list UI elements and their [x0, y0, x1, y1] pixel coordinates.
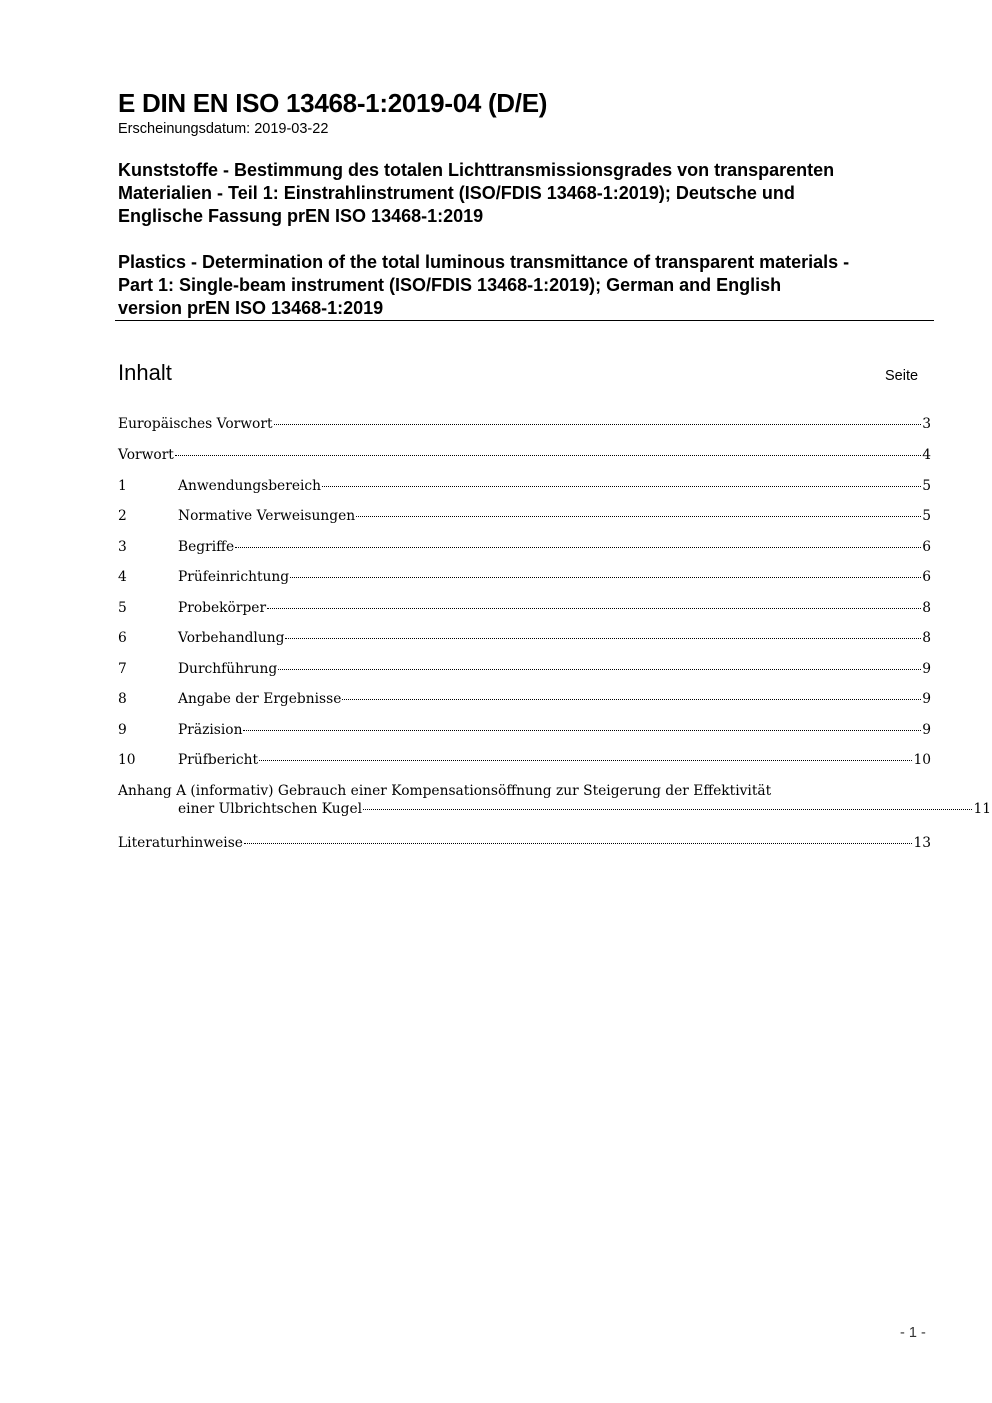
toc-entry[interactable] — [118, 569, 931, 591]
toc-entry-number: 3 — [118, 539, 127, 555]
toc-entry[interactable] — [118, 416, 931, 438]
toc-entry-title: Angabe der Ergebnisse — [178, 691, 342, 707]
toc-entry[interactable] — [118, 661, 931, 683]
toc-entry-page: 13 — [913, 835, 931, 851]
toc-entry-page: 4 — [922, 447, 931, 463]
toc-leader-dots — [244, 843, 912, 844]
toc-annex-title-line2: einer Ulbrichtschen Kugel — [178, 801, 363, 817]
toc-entry-title: Normative Verweisungen — [178, 508, 356, 524]
toc-entry-title: Vorbehandlung — [178, 630, 285, 646]
toc-leader-dots — [342, 699, 921, 700]
toc-entry-title: Europäisches Vorwort — [118, 416, 273, 432]
toc-entry-title: Begriffe — [178, 539, 235, 555]
toc-entry-page: 5 — [922, 478, 931, 494]
toc-leader-dots — [267, 608, 921, 609]
toc-entry-title: Vorwort — [118, 447, 174, 463]
toc-entry-number: 1 — [118, 478, 127, 494]
toc-entry-annex[interactable] — [118, 783, 991, 827]
toc-entry-number: 6 — [118, 630, 127, 646]
toc-entry[interactable] — [118, 691, 931, 713]
toc-leader-dots — [175, 455, 921, 456]
toc-entry[interactable] — [118, 600, 931, 622]
toc-entry-page: 10 — [913, 752, 931, 768]
toc-page-label: Seite — [885, 368, 919, 384]
title-german-line: Materialien - Teil 1: Einstrahlinstrument (ISO/FDIS 13468-1:2019); Deutsche und — [118, 183, 795, 203]
toc-entry[interactable] — [118, 508, 931, 530]
toc-entry-page: 3 — [922, 416, 931, 432]
footer-page-number: - 1 - — [900, 1325, 926, 1341]
toc-entry-title: Durchführung — [178, 661, 278, 677]
toc-entry-page: 11 — [973, 801, 991, 817]
title-english — [118, 251, 938, 320]
title-divider — [115, 320, 934, 321]
toc-entry-title: Prüfbericht — [178, 752, 259, 768]
toc-leader-dots — [278, 669, 921, 670]
toc-entry-page: 6 — [922, 539, 931, 555]
title-english-line: Plastics - Determination of the total luminous transmittance of transparent materials - — [118, 252, 850, 272]
toc-entry-bibliography[interactable] — [118, 835, 931, 857]
toc-leader-dots — [235, 547, 921, 548]
title-german — [118, 159, 938, 228]
toc-entry[interactable] — [118, 752, 931, 774]
document-id: E DIN EN ISO 13468-1:2019-04 (D/E) — [118, 88, 548, 118]
toc-heading: Inhalt — [118, 360, 172, 385]
toc-entry-number: 9 — [118, 722, 127, 738]
title-german-line: Englische Fassung prEN ISO 13468-1:2019 — [118, 206, 484, 226]
toc-entry-title: Prüfeinrichtung — [178, 569, 290, 585]
toc-entry-page: 8 — [922, 630, 931, 646]
toc-entry-title: Anwendungsbereich — [178, 478, 322, 494]
publication-date: Erscheinungsdatum: 2019-03-22 — [118, 121, 329, 137]
toc-entry-page: 6 — [922, 569, 931, 585]
toc-entry-number: 8 — [118, 691, 127, 707]
toc-entry-page: 9 — [922, 722, 931, 738]
toc-leader-dots — [322, 486, 921, 487]
title-english-line: Part 1: Single-beam instrument (ISO/FDIS 13468-1:2019); German and English — [118, 275, 782, 295]
toc-entry-number: 10 — [118, 752, 136, 768]
toc-entry[interactable] — [118, 539, 931, 561]
toc-annex-title-line1: Anhang A (informativ) Gebrauch einer Kompensationsöffnung zur Steigerung der Effektivität — [118, 783, 772, 799]
toc-entry[interactable] — [118, 447, 931, 469]
toc-leader-dots — [290, 577, 921, 578]
toc-entry-number: 7 — [118, 661, 127, 677]
toc-leader-dots — [356, 516, 921, 517]
toc-entry-page: 8 — [922, 600, 931, 616]
toc-entry[interactable] — [118, 630, 931, 652]
toc-entry-title: Präzision — [178, 722, 243, 738]
toc-entry[interactable] — [118, 722, 931, 744]
toc-leader-dots — [243, 730, 921, 731]
toc-leader-dots — [259, 760, 912, 761]
toc-entry[interactable] — [118, 478, 931, 500]
title-german-line: Kunststoffe - Bestimmung des totalen Lichttransmissionsgrades von transparenten — [118, 160, 835, 180]
toc-entry-page: 5 — [922, 508, 931, 524]
toc-leader-dots — [363, 809, 972, 810]
toc-leader-dots — [274, 424, 922, 425]
title-english-line: version prEN ISO 13468-1:2019 — [118, 298, 384, 318]
toc-entry-title: Probekörper — [178, 600, 267, 616]
toc-entry-number: 4 — [118, 569, 127, 585]
toc-entry-page: 9 — [922, 661, 931, 677]
toc-entry-page: 9 — [922, 691, 931, 707]
toc-entry-number: 2 — [118, 508, 127, 524]
toc-entry-number: 5 — [118, 600, 127, 616]
toc-entry-title: Literaturhinweise — [118, 835, 243, 851]
toc-leader-dots — [285, 638, 921, 639]
